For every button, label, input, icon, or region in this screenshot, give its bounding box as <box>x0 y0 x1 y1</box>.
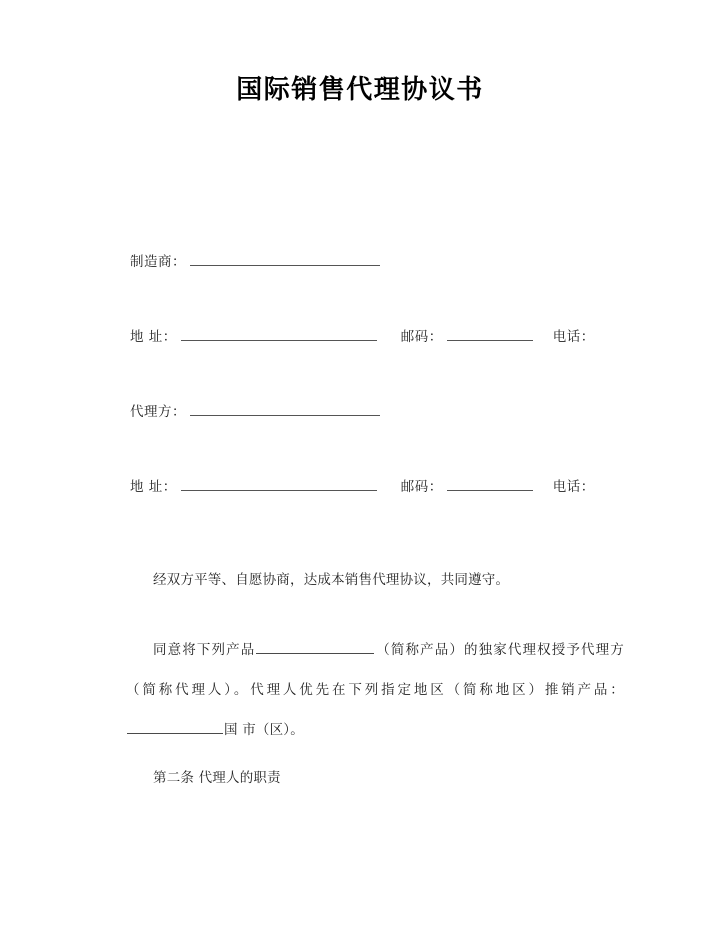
preamble-paragraph: 经双方平等、自愿协商，达成本销售代理协议，共同遵守。 <box>153 571 510 588</box>
designated-area-input[interactable] <box>127 719 223 734</box>
agent-phone-label: 电话： <box>552 479 595 495</box>
manufacturer-zip-input[interactable] <box>447 325 533 341</box>
agent-zip-label: 邮码： <box>400 479 443 495</box>
agreement-body <box>126 546 624 763</box>
page-title: 国际销售代理协议书 <box>236 75 484 105</box>
agent-address-input[interactable] <box>181 475 377 491</box>
clause-two-heading: 第二条 代理人的职责 <box>153 770 281 786</box>
manufacturer-label: 制造商： <box>130 254 186 270</box>
manufacturer-address-input[interactable] <box>181 325 377 341</box>
manufacturer-input[interactable] <box>190 250 380 266</box>
clause-one-part3: 国 市（区）。 <box>224 721 304 738</box>
agent-address-row <box>130 475 630 505</box>
agent-zip-input[interactable] <box>447 475 533 491</box>
clause-one-part2: （简称产品）的独家代理权授予代理方（简称代理人）。代理人优先在下列指定地区（简称地区）推销产品： <box>126 641 624 698</box>
manufacturer-address-row <box>130 325 630 355</box>
manufacturer-phone-label: 电话： <box>552 329 595 345</box>
agent-input[interactable] <box>190 400 380 416</box>
manufacturer-address-label: 地 址： <box>130 329 177 345</box>
clause-one-paragraph <box>126 630 624 750</box>
agent-address-label: 地 址： <box>130 479 177 495</box>
product-name-input[interactable] <box>256 639 374 654</box>
agent-row <box>130 400 630 430</box>
clause-one-part1: 同意将下列产品 <box>153 641 256 658</box>
manufacturer-row <box>130 250 630 280</box>
party-information-form <box>130 250 630 505</box>
manufacturer-zip-label: 邮码： <box>400 329 443 345</box>
agent-label: 代理方： <box>130 404 186 420</box>
